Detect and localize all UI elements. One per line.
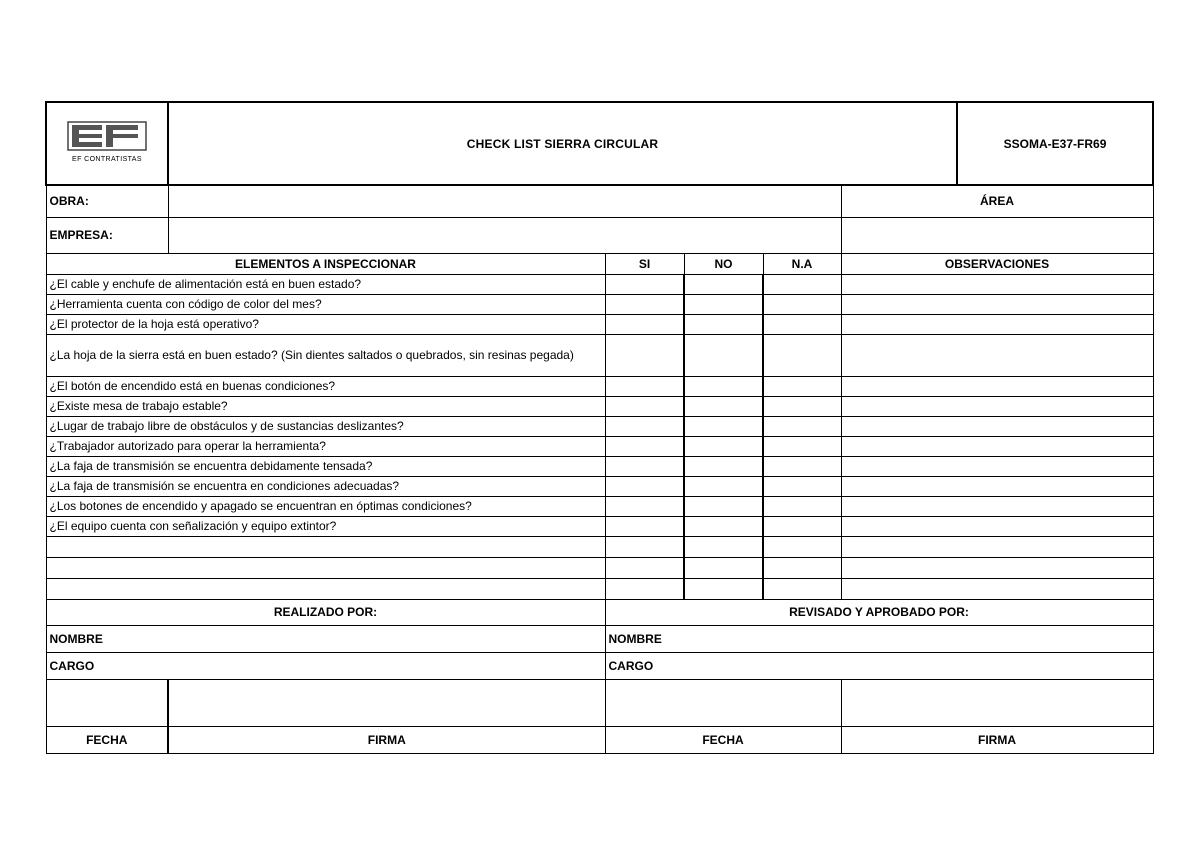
no-checkbox[interactable] — [684, 516, 763, 536]
empresa-field[interactable] — [168, 217, 841, 253]
observation-field[interactable] — [841, 578, 1153, 599]
ef-logo-icon — [66, 121, 148, 151]
no-checkbox[interactable] — [684, 536, 763, 557]
no-checkbox[interactable] — [684, 496, 763, 516]
obra-label: OBRA: — [46, 185, 168, 217]
si-checkbox[interactable] — [605, 557, 684, 578]
observation-field[interactable] — [841, 516, 1153, 536]
table-row — [46, 436, 1153, 456]
realizado-cargo-label: CARGO — [46, 652, 605, 679]
si-checkbox[interactable] — [605, 456, 684, 476]
logo-cell — [46, 102, 168, 185]
si-checkbox[interactable] — [605, 476, 684, 496]
question-text: ¿La hoja de la sierra está en buen estado? (Sin dientes saltados o quebrados, sin resinas pegada) — [46, 334, 605, 376]
checklist-table — [45, 101, 1154, 754]
document-code: SSOMA-E37-FR69 — [957, 102, 1153, 185]
si-checkbox[interactable] — [605, 294, 684, 314]
observation-field[interactable] — [841, 334, 1153, 376]
table-row — [46, 416, 1153, 436]
no-checkbox[interactable] — [684, 557, 763, 578]
na-checkbox[interactable] — [763, 456, 841, 476]
question-text: ¿Lugar de trabajo libre de obstáculos y de sustancias deslizantes? — [46, 416, 605, 436]
revisado-nombre-label: NOMBRE — [605, 625, 1153, 652]
no-checkbox[interactable] — [684, 436, 763, 456]
na-checkbox[interactable] — [763, 496, 841, 516]
no-checkbox[interactable] — [684, 314, 763, 334]
observation-field[interactable] — [841, 294, 1153, 314]
observation-field[interactable] — [841, 557, 1153, 578]
obra-field[interactable] — [168, 185, 841, 217]
si-checkbox[interactable] — [605, 376, 684, 396]
observation-field[interactable] — [841, 274, 1153, 294]
no-checkbox[interactable] — [684, 456, 763, 476]
page-title: CHECK LIST SIERRA CIRCULAR — [168, 102, 957, 185]
na-header: N.A — [763, 253, 841, 274]
si-checkbox[interactable] — [605, 516, 684, 536]
table-row — [46, 334, 1153, 376]
observation-field[interactable] — [841, 456, 1153, 476]
table-row — [46, 456, 1153, 476]
na-checkbox[interactable] — [763, 314, 841, 334]
table-row — [46, 396, 1153, 416]
realizado-fecha-field[interactable] — [46, 679, 168, 726]
realizado-firma-field[interactable] — [168, 679, 605, 726]
observation-field[interactable] — [841, 376, 1153, 396]
question-text: ¿El equipo cuenta con señalización y equipo extintor? — [46, 516, 605, 536]
no-checkbox[interactable] — [684, 416, 763, 436]
si-checkbox[interactable] — [605, 578, 684, 599]
observation-field[interactable] — [841, 416, 1153, 436]
revisado-firma-label: FIRMA — [841, 726, 1153, 753]
observation-field[interactable] — [841, 396, 1153, 416]
observation-field[interactable] — [841, 436, 1153, 456]
observation-field[interactable] — [841, 476, 1153, 496]
question-text: ¿Trabajador autorizado para operar la herramienta? — [46, 436, 605, 456]
revisado-cargo-label: CARGO — [605, 652, 1153, 679]
table-row — [46, 476, 1153, 496]
si-checkbox[interactable] — [605, 396, 684, 416]
empresa-label: EMPRESA: — [46, 217, 168, 253]
table-row — [46, 294, 1153, 314]
na-checkbox[interactable] — [763, 578, 841, 599]
na-checkbox[interactable] — [763, 376, 841, 396]
no-checkbox[interactable] — [684, 274, 763, 294]
na-checkbox[interactable] — [763, 396, 841, 416]
na-checkbox[interactable] — [763, 436, 841, 456]
observations-header: OBSERVACIONES — [841, 253, 1153, 274]
observation-field[interactable] — [841, 536, 1153, 557]
no-checkbox[interactable] — [684, 334, 763, 376]
question-text: ¿El cable y enchufe de alimentación está en buen estado? — [46, 274, 605, 294]
table-row — [46, 314, 1153, 334]
checklist-form — [45, 101, 1152, 774]
realizado-nombre-label: NOMBRE — [46, 625, 605, 652]
no-checkbox[interactable] — [684, 376, 763, 396]
empty-question[interactable] — [46, 578, 605, 599]
question-text: ¿La faja de transmisión se encuentra debidamente tensada? — [46, 456, 605, 476]
na-checkbox[interactable] — [763, 557, 841, 578]
si-checkbox[interactable] — [605, 536, 684, 557]
empty-question[interactable] — [46, 536, 605, 557]
realizado-firma-label: FIRMA — [168, 726, 605, 753]
na-checkbox[interactable] — [763, 334, 841, 376]
si-checkbox[interactable] — [605, 496, 684, 516]
question-text: ¿Los botones de encendido y apagado se encuentran en óptimas condiciones? — [46, 496, 605, 516]
table-row — [46, 274, 1153, 294]
table-row — [46, 496, 1153, 516]
question-text: ¿El protector de la hoja está operativo? — [46, 314, 605, 334]
si-checkbox[interactable] — [605, 334, 684, 376]
empty-question[interactable] — [46, 557, 605, 578]
revisado-firma-field[interactable] — [841, 679, 1153, 726]
table-row — [46, 557, 1153, 578]
na-checkbox[interactable] — [763, 516, 841, 536]
company-logo — [50, 121, 164, 167]
area-field[interactable] — [841, 217, 1153, 253]
na-checkbox[interactable] — [763, 476, 841, 496]
observation-field[interactable] — [841, 314, 1153, 334]
no-header: NO — [684, 253, 763, 274]
question-text: ¿El botón de encendido está en buenas condiciones? — [46, 376, 605, 396]
logo-text: EF CONTRATISTAS — [72, 155, 142, 163]
na-checkbox[interactable] — [763, 536, 841, 557]
area-label: ÁREA — [841, 185, 1153, 217]
revisado-fecha-field[interactable] — [605, 679, 841, 726]
na-checkbox[interactable] — [763, 294, 841, 314]
no-checkbox[interactable] — [684, 294, 763, 314]
table-row — [46, 536, 1153, 557]
revisado-header: REVISADO Y APROBADO POR: — [605, 599, 1153, 625]
revisado-fecha-label: FECHA — [605, 726, 841, 753]
no-checkbox[interactable] — [684, 396, 763, 416]
question-text: ¿La faja de transmisión se encuentra en condiciones adecuadas? — [46, 476, 605, 496]
no-checkbox[interactable] — [684, 578, 763, 599]
realizado-fecha-label: FECHA — [46, 726, 168, 753]
question-text: ¿Herramienta cuenta con código de color del mes? — [46, 294, 605, 314]
si-header: SI — [605, 253, 684, 274]
question-text: ¿Existe mesa de trabajo estable? — [46, 396, 605, 416]
table-row — [46, 578, 1153, 599]
table-row — [46, 516, 1153, 536]
na-checkbox[interactable] — [763, 274, 841, 294]
realizado-header: REALIZADO POR: — [46, 599, 605, 625]
elements-header: ELEMENTOS A INSPECCIONAR — [46, 253, 605, 274]
table-row — [46, 376, 1153, 396]
si-checkbox[interactable] — [605, 274, 684, 294]
si-checkbox[interactable] — [605, 436, 684, 456]
si-checkbox[interactable] — [605, 314, 684, 334]
na-checkbox[interactable] — [763, 416, 841, 436]
no-checkbox[interactable] — [684, 476, 763, 496]
observation-field[interactable] — [841, 496, 1153, 516]
si-checkbox[interactable] — [605, 416, 684, 436]
